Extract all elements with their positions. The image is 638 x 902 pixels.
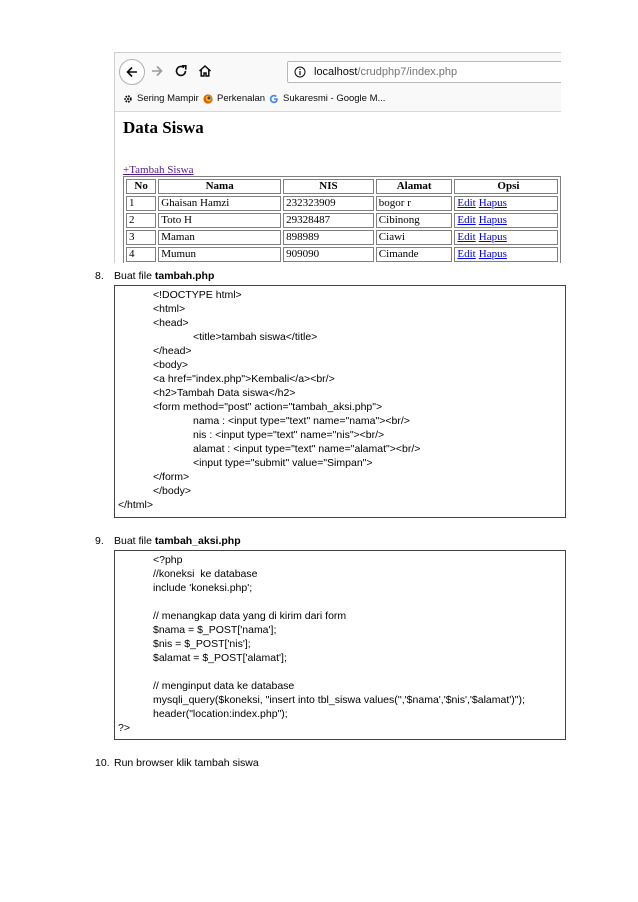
cell-alamat: Cimande: [376, 247, 453, 262]
hapus-link[interactable]: Hapus: [478, 214, 507, 226]
info-icon: [294, 66, 306, 78]
cell-nama: Mumun: [158, 247, 281, 262]
cell-nis: 232323909: [283, 196, 374, 211]
cell-nama: Maman: [158, 230, 281, 245]
cell-nis: 909090: [283, 247, 374, 262]
bookmark-label: Sering Mampir: [137, 93, 199, 104]
firefox-icon: [203, 94, 213, 104]
bookmarks-toolbar: [115, 89, 561, 112]
code-line: //koneksi ke database: [153, 568, 258, 580]
code-box-tambah: [114, 285, 566, 518]
cell-alamat: Cibinong: [376, 213, 453, 228]
edit-link[interactable]: Edit: [457, 248, 476, 260]
home-icon: [198, 64, 212, 78]
cell-opsi: [454, 213, 558, 228]
cell-alamat: bogor r: [376, 196, 453, 211]
step-number: 9.: [95, 535, 104, 547]
code-line: <form method="post" action="tambah_aksi.php">: [153, 401, 383, 413]
code-line: <title>tambah siswa</title>: [193, 331, 318, 343]
url-text: [314, 66, 457, 78]
header-nama: Nama: [158, 179, 281, 194]
step-filename: tambah.php: [154, 270, 215, 282]
header-nis: NIS: [283, 179, 374, 194]
code-line: <html>: [153, 303, 186, 315]
code-line: <input type="submit" value="Simpan">: [193, 457, 373, 469]
cell-opsi: [454, 247, 558, 262]
code-line: header("location:index.php");: [153, 708, 288, 720]
url-host: localhost: [314, 66, 358, 78]
code-line: // menginput data ke database: [153, 680, 295, 692]
reload-button[interactable]: [169, 59, 193, 83]
home-button[interactable]: [193, 59, 217, 83]
header-opsi: Opsi: [454, 179, 558, 194]
step-number: 10.: [95, 757, 110, 769]
google-icon: [269, 94, 279, 104]
step-text: Buat file: [114, 535, 155, 547]
reload-icon: [174, 64, 188, 78]
table-header-row: [126, 179, 558, 194]
code-line: </form>: [153, 471, 190, 483]
hapus-link[interactable]: Hapus: [478, 248, 507, 260]
cell-no: 4: [126, 247, 156, 262]
cell-nis: 29328487: [283, 213, 374, 228]
code-line: alamat : <input type="text" name="alamat"><br/>: [193, 443, 421, 455]
student-table: [123, 176, 561, 263]
edit-link[interactable]: Edit: [457, 231, 476, 243]
code-line: nama : <input type="text" name="nama"><br/>: [193, 415, 410, 427]
step-text: Run browser klik tambah siswa: [114, 757, 259, 769]
cell-opsi: [454, 196, 558, 211]
add-student-link[interactable]: +Tambah Siswa: [123, 164, 194, 176]
hapus-link[interactable]: Hapus: [478, 197, 507, 209]
code-line: <?php: [153, 554, 183, 566]
step-filename: tambah_aksi.php: [154, 535, 241, 547]
edit-link[interactable]: Edit: [457, 214, 476, 226]
code-line: nis : <input type="text" name="nis"><br/>: [193, 429, 385, 441]
code-line: ?>: [118, 722, 130, 734]
bookmark-label: Perkenalan: [217, 93, 266, 104]
web-page: [115, 112, 561, 263]
browser-toolbar: [115, 53, 561, 89]
code-box-tambah-aksi: [114, 550, 566, 740]
bookmark-perkenalan[interactable]: [203, 93, 265, 104]
bookmark-sering-mampir[interactable]: [123, 93, 199, 104]
cell-no: 3: [126, 230, 156, 245]
step-10: [95, 757, 259, 769]
cell-no: 1: [126, 196, 156, 211]
code-line: </body>: [153, 485, 191, 497]
edit-link[interactable]: Edit: [457, 197, 476, 209]
header-alamat: Alamat: [376, 179, 453, 194]
code-line: <a href="index.php">Kembali</a><br/>: [153, 373, 335, 385]
code-line: <head>: [153, 317, 189, 329]
step-number: 8.: [95, 270, 104, 282]
table-row: [126, 247, 558, 262]
hapus-link[interactable]: Hapus: [478, 231, 507, 243]
gear-icon: [123, 94, 133, 104]
code-line: $nis = $_POST['nis'];: [153, 638, 251, 650]
bookmark-label: Sukaresmi - Google M...: [283, 93, 386, 104]
arrow-left-icon: [125, 65, 139, 79]
table-row: [126, 213, 558, 228]
cell-opsi: [454, 230, 558, 245]
forward-button[interactable]: [145, 59, 169, 83]
page-title: Data Siswa: [123, 118, 204, 137]
cell-alamat: Ciawi: [376, 230, 453, 245]
table-row: [126, 230, 558, 245]
code-line: </head>: [153, 345, 192, 357]
code-line: include 'koneksi.php';: [153, 582, 253, 594]
code-line: <h2>Tambah Data siswa</h2>: [153, 387, 296, 399]
back-button[interactable]: [119, 59, 145, 85]
cell-no: 2: [126, 213, 156, 228]
browser-screenshot: [114, 52, 561, 263]
arrow-right-icon: [150, 64, 164, 78]
url-path: /crudphp7/index.php: [357, 66, 458, 78]
code-line: <body>: [153, 359, 189, 371]
code-line: <!DOCTYPE html>: [153, 289, 242, 301]
code-line: </html>: [118, 499, 154, 511]
step-8: [95, 270, 214, 282]
cell-nama: Ghaisan Hamzi: [158, 196, 281, 211]
bookmark-sukaresmi[interactable]: [269, 93, 385, 104]
code-line: // menangkap data yang di kirim dari form: [153, 610, 347, 622]
code-line: $alamat = $_POST['alamat'];: [153, 652, 287, 664]
code-line: $nama = $_POST['nama'];: [153, 624, 277, 636]
cell-nis: 898989: [283, 230, 374, 245]
url-bar[interactable]: [287, 61, 561, 83]
header-no: No: [126, 179, 156, 194]
step-9: [95, 535, 241, 547]
cell-nama: Toto H: [158, 213, 281, 228]
step-text: Buat file: [114, 270, 155, 282]
code-line: mysqli_query($koneksi, "insert into tbl_siswa values('','$nama','$nis','$alamat')");: [153, 694, 525, 706]
table-row: [126, 196, 558, 211]
